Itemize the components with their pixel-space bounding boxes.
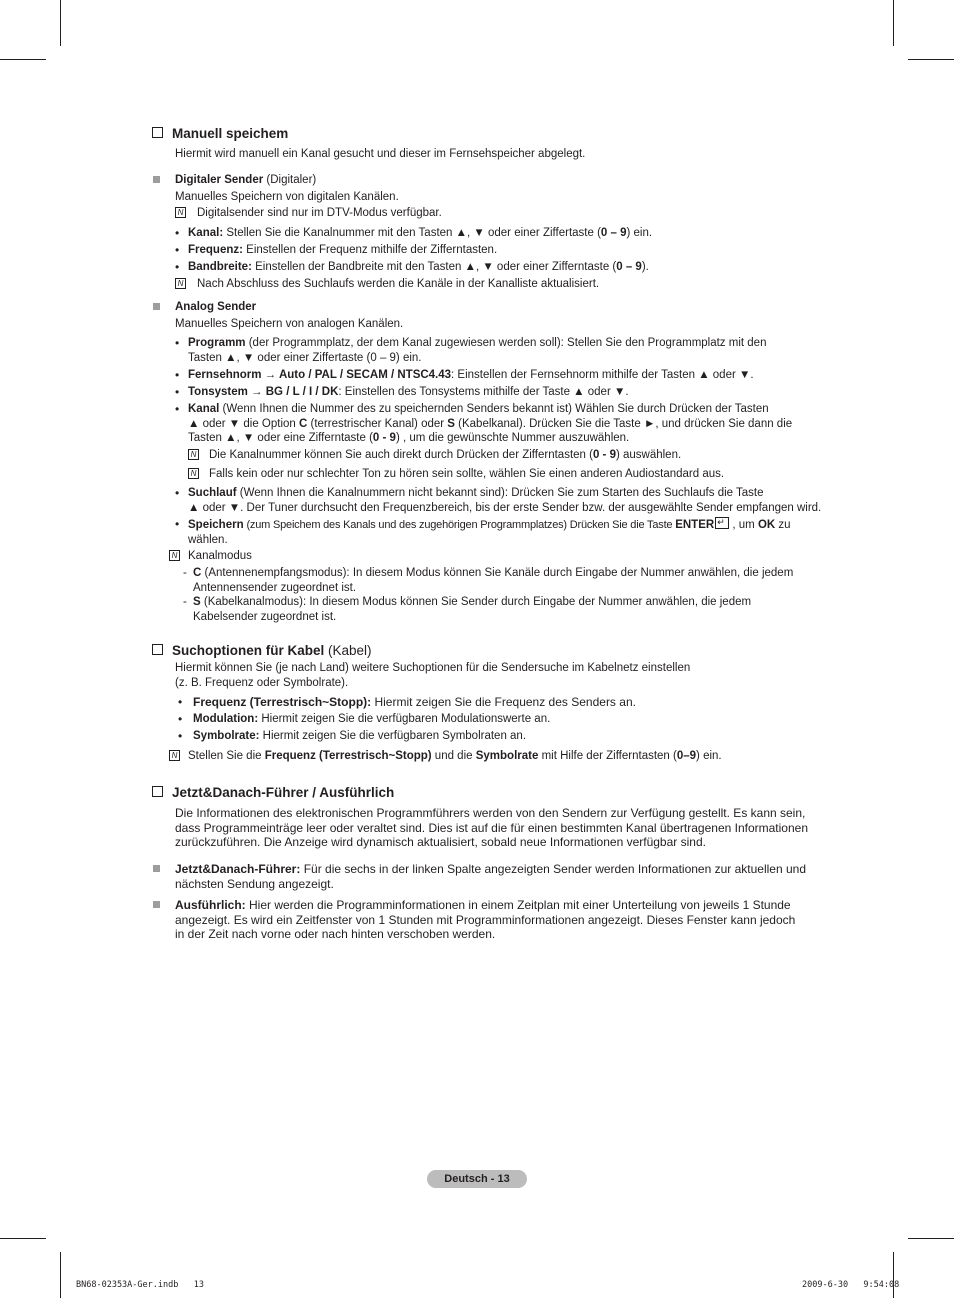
bullet-text: : Einstellen des Tonsystems mithilfe der Taste ▲ oder ▼. — [338, 386, 629, 398]
bullet-bold: S — [447, 417, 455, 430]
footer-file-info: BN68-02353A-Ger.indb 13 — [76, 1280, 204, 1290]
note-icon: N — [169, 750, 180, 761]
bullet-label: Bandbreite: — [188, 261, 252, 273]
bullet-item-tonsystem — [188, 385, 828, 400]
bullet-text: ) , um die gewünschte Nummer auszuwählen. — [395, 432, 630, 444]
dash-bullet: - — [183, 567, 187, 579]
bullet-dot: • — [175, 336, 180, 350]
bullet-text: Einstellen der Frequenz mithilfe der Zifferntasten. — [242, 244, 498, 256]
bullet-text: (der Programmplatz, der dem Kanal zugewiesen werden soll): Stellen Sie den Programmplatz mit den — [245, 337, 767, 349]
bullet-label: Modulation: — [193, 713, 259, 725]
bullet-label: Tonsystem → BG / L / I / DK — [188, 386, 339, 398]
subsection-title-rest: (Digitaler) — [263, 174, 317, 186]
bullet-text: : Einstellen der Fernsehnorm mithilfe der Tasten ▲ oder ▼. — [451, 369, 754, 381]
section-title-text: Manuell speichem — [172, 126, 289, 141]
bullet-text: Hiermit zeigen Sie die verfügbaren Symbolraten an. — [259, 730, 527, 742]
bullet-label: Fernsehnorm → Auto / PAL / SECAM / NTSC4.43 — [188, 369, 452, 381]
section-title-jetzt-danach — [152, 785, 394, 801]
note-icon: N — [188, 449, 199, 460]
note-icon: N — [188, 468, 199, 479]
intro-line: Hiermit können Sie (je nach Land) weitere Suchoptionen für die Sendersuche im Kabelnetz einstellen — [175, 662, 691, 674]
intro-line: Die Informationen des elektronischen Programmführers werden von den Sendern zur Verfügung gestellt. Es kann sein, — [175, 806, 806, 820]
note-text — [188, 749, 722, 764]
bullet-text: (Kabelkanal). Drücken Sie die Taste ►, und drücken Sie dann die — [454, 417, 793, 430]
note-bold: 0 - 9 — [592, 449, 616, 461]
bullet-item-programm — [188, 336, 828, 365]
bullet-text: Tasten ▲, ▼ oder einer Ziffertaste (0 – 9) ein. — [188, 351, 422, 364]
bullet-dot: • — [175, 226, 180, 240]
bullet-item-suchlauf — [188, 486, 828, 515]
bullet-dot: • — [175, 368, 180, 382]
item-text: Hier werden die Programminformationen in einem Zeitplan mit einer Unterteilung von jeweils 1 Stunde — [245, 898, 791, 912]
enter-icon — [715, 517, 729, 529]
crop-mark — [908, 1238, 954, 1239]
bullet-bold: 0 - 9 — [372, 432, 396, 444]
bullet-text: (terrestrischer Kanal) oder — [307, 417, 448, 430]
dash-text: (Antennenempfangsmodus): In diesem Modus können Sie Kanäle durch Eingabe der Nummer anwählen, die jedem — [201, 567, 794, 579]
intro-line: (z. B. Frequenz oder Symbolrate). — [175, 676, 349, 689]
bullet-item-fernsehnorm — [188, 368, 828, 383]
bullet-text: Einstellen der Bandbreite mit den Tasten ▲, ▼ oder einer Zifferntaste ( — [251, 261, 617, 273]
subsection-desc: Manuelles Speichern von digitalen Kanälen. — [175, 191, 399, 203]
bullet-dot: • — [175, 486, 180, 500]
bullet-label: Frequenz (Terrestrisch~Stopp): — [193, 695, 372, 709]
bullet-bold: C — [299, 417, 308, 430]
section-title-text: Suchoptionen für Kabel — [172, 643, 325, 658]
item-jetzt-danach — [175, 862, 835, 891]
bullet-text: (Wenn Ihnen die Nummer des zu speichernden Senders bekannt ist) Wählen Sie durch Drücken der Tasten — [219, 403, 769, 415]
page-number-badge: Deutsch - 13 — [427, 1170, 527, 1188]
square-bullet-icon — [153, 303, 160, 310]
section-intro — [175, 806, 835, 850]
dash-bold: S — [193, 596, 201, 608]
square-bullet-icon — [153, 901, 160, 908]
bullet-dot: • — [175, 385, 180, 399]
section-title-text: Jetzt&Danach-Führer / Ausführlich — [172, 785, 395, 800]
item-text: Für die sechs in der linken Spalte angezeigten Sender werden Informationen zur aktuellen und — [300, 862, 807, 876]
bullet-item-kanal — [188, 226, 828, 241]
note-text-part: Stellen Sie die — [188, 750, 265, 762]
note-text: Kanalmodus — [188, 550, 252, 562]
crop-mark — [893, 1252, 894, 1298]
bullet-dot: • — [175, 243, 180, 257]
bullet-text: zu — [775, 519, 791, 531]
note-text: Falls kein oder nur schlechter Ton zu hören sein sollte, wählen Sie einen anderen Audiostandard aus. — [209, 468, 725, 480]
bullet-item-bandbreite — [188, 260, 828, 275]
section-intro: Hiermit wird manuell ein Kanal gesucht und dieser im Fernsehspeicher abgelegt. — [175, 148, 586, 160]
dash-bullet: - — [183, 596, 187, 608]
note-text — [209, 448, 681, 463]
intro-line: zurückzuführen. Die Anzeige wird dynamisch aktualisiert, sobald neue Informationen verfügbar sind. — [175, 835, 706, 849]
bullet-dot: • — [175, 402, 180, 416]
note-text-part: mit Hilfe der Zifferntasten ( — [538, 750, 677, 762]
crop-mark — [893, 0, 894, 46]
bullet-item-frequenz-kabel — [193, 695, 636, 710]
crop-mark — [908, 59, 954, 60]
checkbox-icon — [152, 644, 163, 655]
footer-timestamp: 2009-6-30 9:54:08 — [802, 1280, 900, 1290]
bullet-text: (Wenn Ihnen die Kanalnummern nicht bekannt sind): Drücken Sie zum Starten des Suchlaufs die Taste — [236, 487, 764, 499]
bullet-bold: 0 – 9 — [600, 227, 627, 239]
bullet-text: ▲ oder ▼ die Option — [188, 417, 299, 430]
checkbox-icon — [152, 127, 163, 138]
dash-item-c — [193, 566, 833, 595]
subsection-title-bold: Analog Sender — [175, 301, 257, 313]
note-text: Digitalsender sind nur im DTV-Modus verfügbar. — [197, 207, 442, 219]
bullet-item-frequenz — [188, 243, 828, 258]
bullet-dot: • — [178, 695, 183, 709]
intro-line: dass Programmeinträge leer oder veraltet sind. Dies ist auf die für einen bestimmten Kanal übertragenen Informationen — [175, 820, 809, 835]
bullet-item-kanal-analog — [188, 402, 828, 446]
item-label: Jetzt&Danach-Führer: — [175, 862, 301, 876]
note-icon: N — [169, 550, 180, 561]
bullet-text: wählen. — [188, 533, 228, 546]
bullet-text: Hiermit zeigen Sie die Frequenz des Senders an. — [371, 695, 636, 709]
note-text-part: und die — [431, 750, 476, 762]
crop-mark — [0, 59, 46, 60]
item-text: nächsten Sendung angezeigt. — [175, 876, 334, 891]
item-text: in der Zeit nach vorne oder nach hinten verschoben werden. — [175, 927, 496, 941]
bullet-bold: 0 – 9 — [616, 261, 642, 273]
bullet-label: Programm — [188, 337, 246, 349]
square-bullet-icon — [153, 176, 160, 183]
subsection-title-bold: Digitaler Sender — [175, 174, 264, 186]
subsection-title-analog — [175, 300, 835, 315]
bullet-label: Kanal — [188, 403, 220, 415]
bullet-text: ). — [641, 261, 649, 273]
note-icon: N — [175, 278, 186, 289]
square-bullet-icon — [153, 865, 160, 872]
dash-text: Antennensender zugeordnet ist. — [193, 581, 357, 594]
bullet-dot: • — [178, 712, 183, 726]
bullet-item-symbolrate — [193, 729, 526, 744]
note-text-part: ) ein. — [696, 750, 722, 762]
item-ausfuehrlich — [175, 898, 835, 942]
dash-text: (Kabelkanalmodus): In diesem Modus können Sie Sender durch Eingabe der Nummer anwählen, die jedem — [200, 596, 752, 608]
note-text-part: Die Kanalnummer können Sie auch direkt durch Drücken der Zifferntasten ( — [209, 449, 593, 461]
bullet-label: Kanal: — [188, 227, 224, 239]
bullet-dot: • — [175, 260, 180, 274]
dash-bold: C — [193, 567, 202, 579]
bullet-dot: • — [178, 729, 183, 743]
note-text: Nach Abschluss des Suchlaufs werden die Kanäle in der Kanalliste aktualisiert. — [197, 278, 600, 290]
note-bold: Symbolrate — [475, 750, 539, 762]
dash-item-s — [193, 595, 833, 624]
note-bold: 0–9 — [676, 750, 697, 762]
bullet-text: Stellen Sie die Kanalnummer mit den Tasten ▲, ▼ oder einer Ziffertaste ( — [223, 227, 601, 239]
enter-key-label: ENTER — [675, 519, 715, 531]
note-text-part: ) auswählen. — [615, 449, 682, 461]
note-icon: N — [175, 207, 186, 218]
bullet-label: Symbolrate: — [193, 730, 260, 742]
subsection-title-digital — [175, 173, 835, 188]
bullet-text: , um — [729, 519, 758, 531]
subsection-desc: Manuelles Speichern von analogen Kanälen. — [175, 318, 404, 330]
bullet-text: Tasten ▲, ▼ oder eine Zifferntaste ( — [188, 432, 373, 444]
item-text: angezeigt. Es wird ein Zeitfenster von 1 Stunden mit Programminformationen angezeigt. Dieses Fenster kann jedoch — [175, 912, 796, 927]
section-title-suchoptionen — [152, 643, 372, 659]
bullet-item-modulation — [193, 712, 550, 727]
section-title-manuell-speichern — [152, 126, 288, 142]
crop-mark — [60, 0, 61, 46]
ok-key-label: OK — [757, 519, 776, 531]
item-label: Ausführlich: — [175, 898, 246, 912]
bullet-label: Suchlauf — [188, 487, 237, 499]
crop-mark — [60, 1252, 61, 1298]
bullet-text: ▲ oder ▼. Der Tuner durchsucht den Frequenzbereich, bis der erste Sender bzw. der ausgewählte Sender empfangen wird. — [188, 501, 822, 514]
bullet-text: (zum Speichem des Kanals und des zugehörigen Programmplatzes) Drücken Sie die Taste — [243, 519, 676, 531]
bullet-dot: • — [175, 517, 180, 531]
bullet-label: Speichern — [188, 519, 244, 531]
section-title-rest: (Kabel) — [324, 643, 372, 658]
dash-text: Kabelsender zugeordnet ist. — [193, 610, 337, 623]
note-bold: Frequenz (Terrestrisch~Stopp) — [264, 750, 432, 762]
bullet-label: Frequenz: — [188, 244, 243, 256]
bullet-text: Hiermit zeigen Sie die verfügbaren Modulationswerte an. — [258, 713, 551, 725]
section-intro — [175, 661, 835, 690]
crop-mark — [0, 1238, 46, 1239]
bullet-item-speichern — [188, 517, 828, 547]
checkbox-icon — [152, 786, 163, 797]
bullet-text: ) ein. — [626, 227, 653, 239]
